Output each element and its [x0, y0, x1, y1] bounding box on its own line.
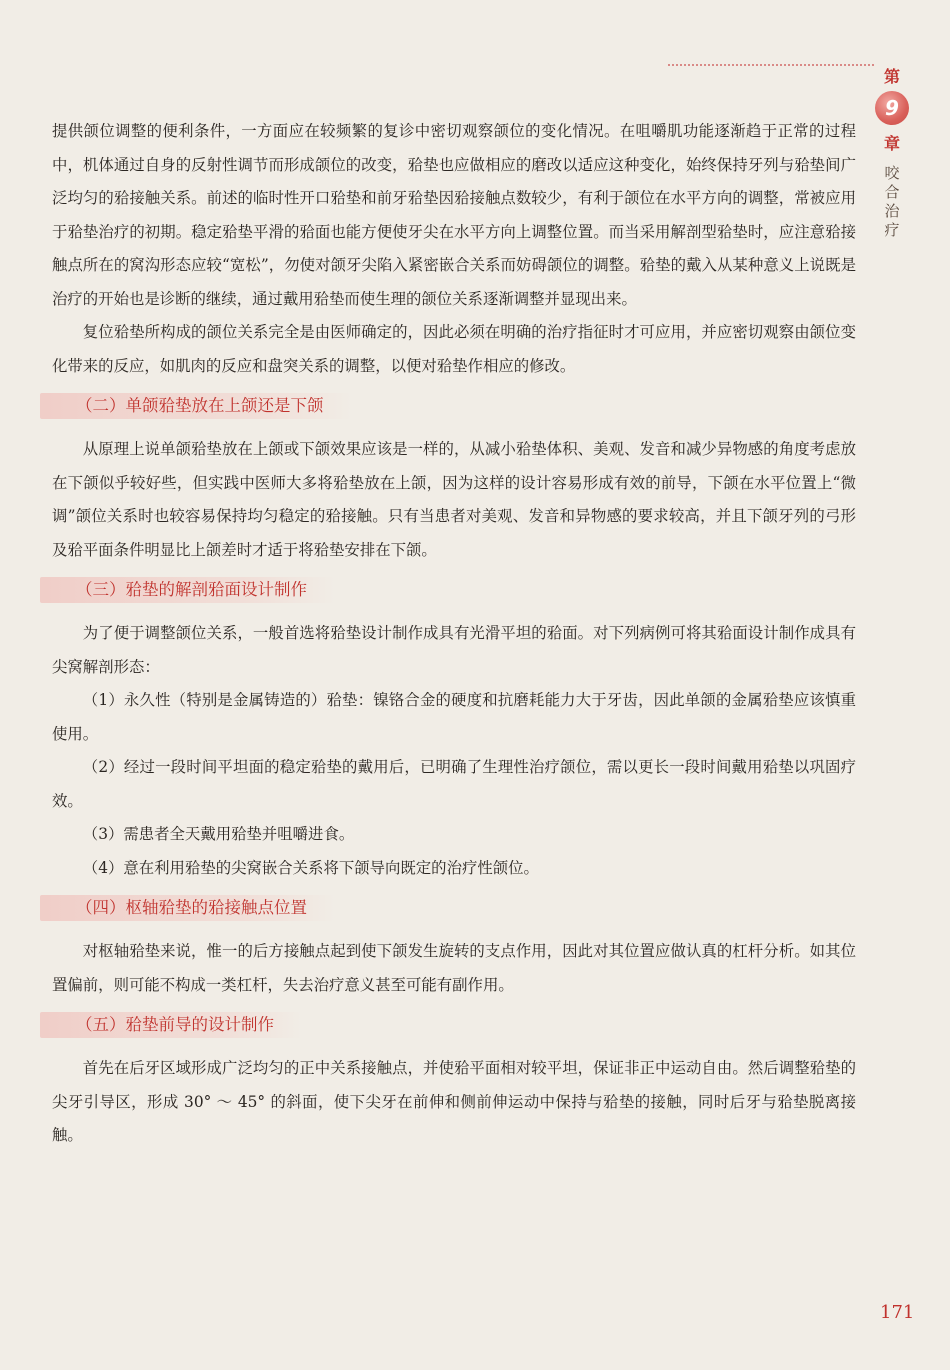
- section-3-heading-wrap: [52, 577, 856, 603]
- chapter-number-badge: 9: [875, 91, 909, 125]
- page-number: 171: [880, 1302, 915, 1323]
- section-2-heading: （二）单颌𬌗垫放在上颌还是下颌: [40, 393, 352, 419]
- section-3-item-2: （2）经过一段时间平坦面的稳定𬌗垫的戴用后，已明确了生理性治疗颌位，需以更长一段时间戴用𬌗垫以巩固疗效。: [52, 758, 856, 810]
- intro-paragraph-2: 复位𬌗垫所构成的颌位关系完全是由医师确定的，因此必须在明确的治疗指征时才可应用，并应密切观察由颌位变化带来的反应，如肌肉的反应和盘突关系的调整，以便对𬌗垫作相应的修改。: [52, 323, 856, 375]
- section-4-paragraph: 对枢轴𬌗垫来说，惟一的后方接触点起到使下颌发生旋转的支点作用，因此对其位置应做认真的杠杆分析。如其位置偏前，则可能不构成一类杠杆，失去治疗意义甚至可能有副作用。: [52, 942, 856, 994]
- section-3-paragraph: 为了便于调整颌位关系，一般首选将𬌗垫设计制作成具有光滑平坦的𬌗面。对下列病例可将其𬌗面设计制作成具有尖窝解剖形态：: [52, 624, 856, 676]
- section-3-item-4: （4）意在利用𬌗垫的尖窝嵌合关系将下颌导向既定的治疗性颌位。: [82, 858, 539, 877]
- chapter-title: 咬合治疗: [884, 164, 900, 239]
- section-2-paragraph: 从原理上说单颌𬌗垫放在上颌或下颌效果应该是一样的，从减小𬌗垫体积、美观、发音和减少异物感的角度考虑放在下颌似乎较好些，但实践中医师大多将𬌗垫放在上颌，因为这样的设计容易形成有效的前导，下颌在水平位置上“微调”颌位关系时也较容易保持均匀稳定的𬌗接触。只有当患者对美观、发音和异物感的要求较高，并且下颌牙列的弓形及𬌗平面条件明显比上颌差时才适于将𬌗垫安排在下颌。: [52, 440, 856, 559]
- section-4-heading: （四）枢轴𬌗垫的𬌗接触点位置: [40, 895, 335, 921]
- chapter-prefix: 第: [883, 67, 900, 86]
- section-5-paragraph: 首先在后牙区域形成广泛均匀的正中关系接触点，并使𬌗平面相对较平坦，保证非正中运动自由。然后调整𬌗垫的尖牙引导区，形成 30° ～ 45° 的斜面，使下尖牙在前伸和侧前伸运动中保持与𬌗垫的接触，同时后牙与𬌗垫脱离接触。: [52, 1059, 856, 1144]
- section-3-item-1: （1）永久性（特别是金属铸造的）𬌗垫：镍铬合金的硬度和抗磨耗能力大于牙齿，因此单颌的金属𬌗垫应该慎重使用。: [52, 691, 856, 743]
- section-4-heading-wrap: [52, 895, 856, 921]
- header-dotted-rule: [668, 64, 874, 66]
- section-2-heading-wrap: [52, 393, 856, 419]
- chapter-side-tab: [872, 60, 912, 240]
- page-body: [52, 115, 856, 1153]
- section-3-item-3: （3）需患者全天戴用𬌗垫并咀嚼进食。: [82, 825, 355, 843]
- intro-paragraph-1: 提供颌位调整的便利条件，一方面应在较频繁的复诊中密切观察颌位的变化情况。在咀嚼肌功能逐渐趋于正常的过程中，机体通过自身的反射性调节而形成颌位的改变，𬌗垫也应做相应的磨改以适应这种变化，始终保持牙列与𬌗垫间广泛均匀的𬌗接触关系。前述的临时性开口𬌗垫和前牙𬌗垫因𬌗接触点数较少，有利于颌位在水平方向的调整，常被应用于𬌗垫治疗的初期。稳定𬌗垫平滑的𬌗面也能方便使牙尖在水平方向上调整位置。而当采用解剖型𬌗垫时，应注意𬌗接触点所在的窝沟形态应较“宽松”，勿使对颌牙尖陷入紧密嵌合关系而妨碍颌位的调整。𬌗垫的戴入从某种意义上说既是治疗的开始也是诊断的继续，通过戴用𬌗垫而使生理的颌位关系逐渐调整并显现出来。: [52, 122, 856, 308]
- chapter-suffix: 章: [883, 134, 900, 153]
- section-5-heading-wrap: [52, 1012, 856, 1038]
- section-5-heading: （五）𬌗垫前导的设计制作: [40, 1012, 302, 1038]
- section-3-heading: （三）𬌗垫的解剖𬌗面设计制作: [40, 577, 335, 603]
